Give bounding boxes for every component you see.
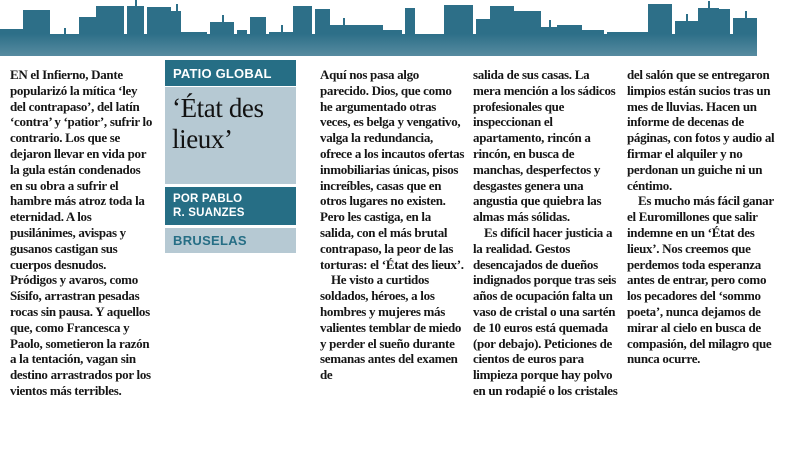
article-headline: ‘État des lieux’	[172, 93, 264, 154]
byline-line-1: POR PABLO	[173, 193, 243, 205]
article-paragraph: Es difícil hacer justicia a la realidad. Gestos desencajados de dueños indignados porque tras seis años de ocupación falta un vaso de cristal o una sartén de 10 euros está quemada (por debajo). Peticiones de cientos de euros para limpieza porque hay polvo en un rodapié o los cristales	[473, 224, 618, 398]
article-paragraph: salida de sus casas. La mera mención a los sádicos profesionales que inspeccionan el apartamento, rincón a rincón, en busca de manchas, desperfectos y desgastes genera una angustia que quiebra las almas más sólidas.	[473, 67, 616, 225]
article-column-4	[627, 67, 775, 367]
city-skyline-icon	[0, 0, 757, 56]
section-box	[165, 60, 296, 253]
article-column-2	[320, 67, 465, 383]
section-kicker: PATIO GLOBAL	[165, 60, 296, 86]
article-column-1	[10, 67, 155, 399]
byline	[165, 187, 296, 225]
headline-panel	[165, 87, 296, 184]
dateline: BRUSELAS	[165, 228, 296, 253]
byline-line-2: R. SUANZES	[173, 207, 245, 219]
article-paragraph: del salón que se entregaron limpios están sucios tras un mes de lluvias. Hacen un informe de decenas de páginas, con fotos y audio al firmar el alquiler y no perdonan un guiche ni un céntimo.	[627, 67, 775, 193]
article-column-3	[473, 67, 618, 399]
article-paragraph: Aquí nos pasa algo parecido. Dios, que como he argumentado otras veces, es belga y vengativo, valga la redundancia, ofrece a los incautos ofertas inmobiliarias únicas, pisos increíbles, casas que en otros lugares no existen. Pero les castiga, en la salida, con el más brutal contrapaso, la peor de las torturas: el ‘État des lieux’.	[320, 67, 465, 272]
article-paragraph: EN el Infierno, Dante popularizó la mítica ‘ley del contrapaso’, del latín ‘contra’ y ‘patior’, sufrir lo contrario. Los que se dejaron llevar en vida por la gula están condenados en su obra a sufrir el hambre más atroz toda la eternidad. A los pusilánimes, avispas y gusanos castigan sus cuerpos desnudos. Pródigos y avaros, como Sísifo, arrastran pesadas rocas sin pausa. Y aquellos que, como Francesca y Paolo, sometieron la razón a la tentación, vagan sin destino arrastrados por los vientos más terribles.	[10, 67, 153, 398]
article-paragraph: He visto a curtidos soldados, héroes, a los hombres y mujeres más valientes temblar de miedo y perder el sueño durante semanas antes del examen de	[320, 272, 462, 383]
article-paragraph: Es mucho más fácil ganar el Euromillones que salir indemne en un ‘État des lieux’. Nos creemos que perdemos toda esperanza antes de entrar, pero como los pecadores del ‘sommo poeta’, nunca dejamos de mirar al cielo en busca de compasión, del milagro que nunca ocurre.	[627, 193, 774, 367]
city-skyline-masthead	[0, 0, 757, 56]
